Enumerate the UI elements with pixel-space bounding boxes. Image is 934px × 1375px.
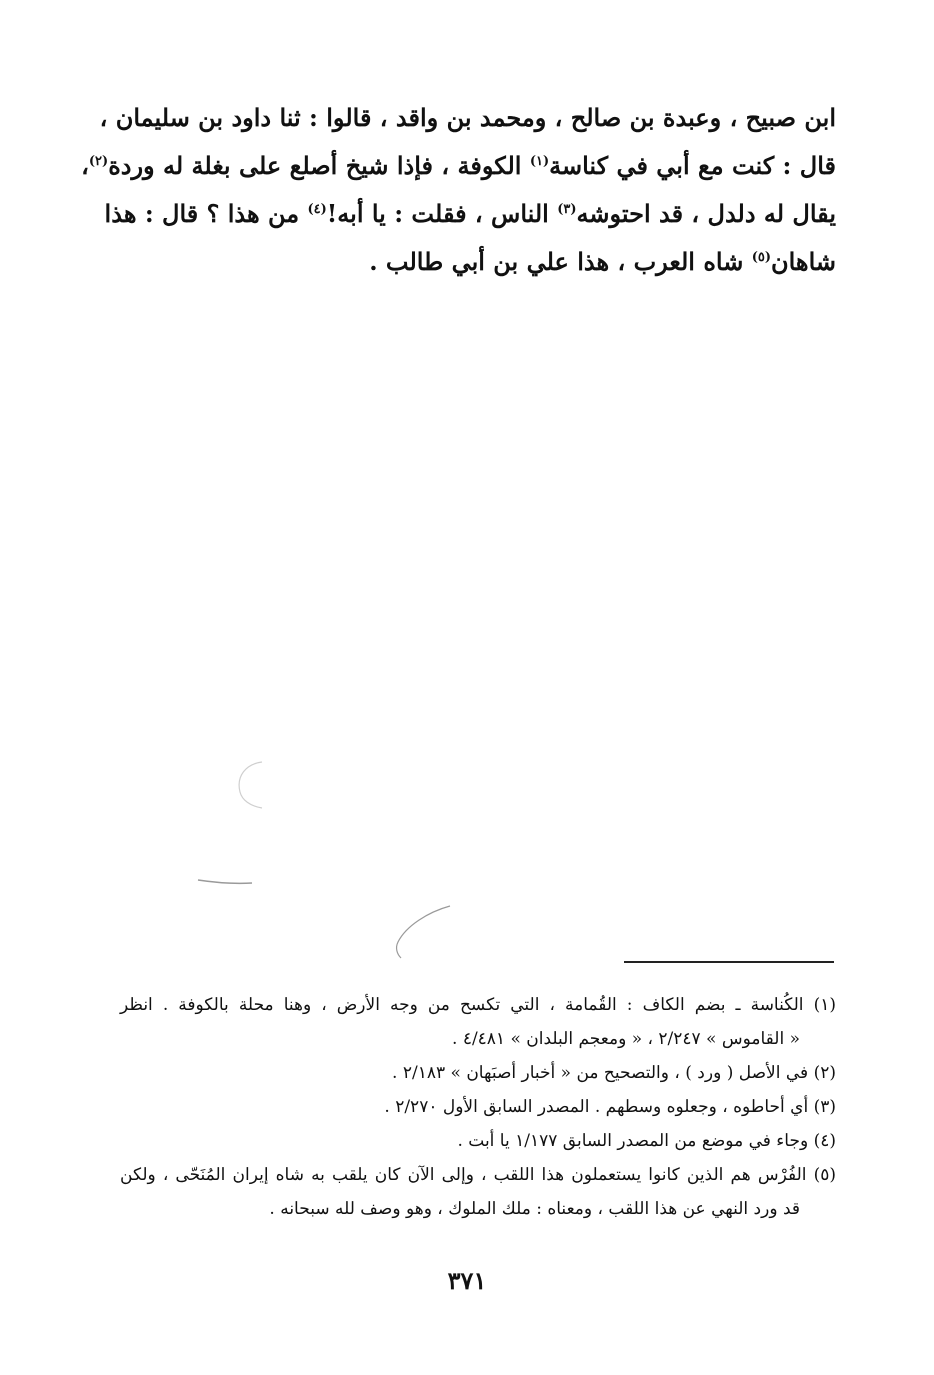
footnote-marker-4[interactable]: (٤) <box>307 202 327 217</box>
main-text-line <box>81 140 836 188</box>
footnote-4: (٤) وجاء في موضع من المصدر السابق ١/١٧٧ يا أبت . <box>457 1131 836 1151</box>
footnote-marker-1[interactable]: (١) <box>529 154 550 169</box>
footnote-marker-2[interactable]: (٢) <box>88 154 109 169</box>
main-text-line-1: ابن صبيح ، وعبدة بن صالح ، ومحمد بن واقد ، قالوا : ثنا داود بن سليمان ، <box>99 103 836 132</box>
footnote-1-line-2: « القاموس » ٢/٢٤٧ ، « ومعجم البلدان » ٤/٤٨١ . <box>452 1029 800 1049</box>
main-text-segment: يقال له دلدل ، قد احتوشه <box>576 199 836 228</box>
footnote-separator <box>624 961 834 963</box>
footnotes-block <box>120 988 836 1226</box>
footnote-2: (٢) في الأصل ( ورد ) ، والتصحيح من « أخبار أصبَهان » ٢/١٨٣ . <box>392 1063 836 1083</box>
footnote-5-line-2: قد ورد النهي عن هذا اللقب ، ومعناه : ملك الملوك ، وهو وصف لله سبحانه . <box>269 1199 800 1219</box>
main-text-segment: شاه العرب ، هذا علي بن أبي طالب . <box>369 247 752 276</box>
footnote-marker-5[interactable]: (٥) <box>751 250 771 265</box>
main-text-segment: من هذا ؟ قال : هذا <box>104 199 308 228</box>
main-text-line <box>104 188 836 236</box>
main-text-segment: قال : كنت مع أبي في كناسة <box>549 151 836 180</box>
footnote-1-line-1: (١) الكُناسة ـ بضم الكاف : القُمامة ، التي تكسح من وجه الأرض ، وهنا محلة بالكوفة . انظر <box>120 995 836 1015</box>
main-text-segment: شاهان <box>770 247 836 276</box>
main-text-line <box>110 236 836 284</box>
main-text-block <box>81 96 836 284</box>
main-text-line <box>99 96 836 140</box>
footnote-3: (٣) أي أحاطوه ، وجعلوه وسطهم . المصدر السابق الأول ٢/٢٧٠ . <box>384 1097 836 1117</box>
main-text-segment: ، <box>81 151 89 180</box>
main-text-segment: الكوفة ، فإذا شيخ أصلع على بغلة له وردة <box>108 151 530 180</box>
footnote-5-line-1: (٥) الفُرْس هم الذين كانوا يستعملون هذا اللقب ، وإلى الآن كان يلقب به شاه إيران المُنَحّى ، ولكن <box>120 1165 836 1185</box>
footnote-marker-3[interactable]: (٣) <box>557 202 577 217</box>
main-text-segment: الناس ، فقلت : يا أبه! <box>326 199 558 228</box>
page-number: ٣٧١ <box>447 1266 487 1295</box>
